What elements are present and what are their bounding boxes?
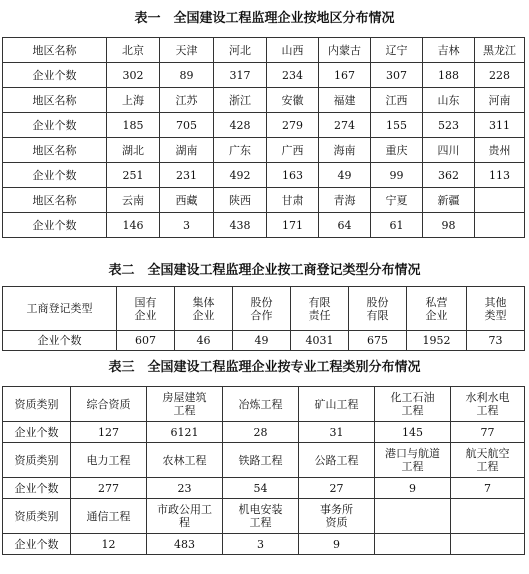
table-row bbox=[3, 478, 525, 499]
count-cell: 146 bbox=[107, 213, 160, 238]
registration-type-cell-line: 类型 bbox=[484, 308, 507, 322]
count-cell: 483 bbox=[147, 534, 223, 555]
qualification-category-cell-line: 港口与航道 bbox=[385, 447, 440, 460]
count-cell: 311 bbox=[475, 113, 525, 138]
qualification-category-cell-line: 市政公用工 bbox=[157, 503, 212, 516]
region-name-cell: 新疆 bbox=[423, 188, 475, 213]
region-name-cell: 辽宁 bbox=[371, 38, 423, 63]
count-cell: 3 bbox=[160, 213, 214, 238]
qualification-category-cell-line: 农林工程 bbox=[162, 453, 207, 467]
count-cell: 167 bbox=[319, 63, 371, 88]
row-header: 企业个数 bbox=[3, 63, 107, 88]
qualification-category-cell-line: 程 bbox=[179, 516, 190, 529]
region-name-cell: 福建 bbox=[319, 88, 371, 113]
count-cell: 362 bbox=[423, 163, 475, 188]
qualification-category-cell bbox=[147, 387, 223, 422]
count-cell: 64 bbox=[319, 213, 371, 238]
count-cell: 28 bbox=[223, 422, 299, 443]
count-cell: 607 bbox=[117, 331, 175, 351]
registration-type-cell-line: 合作 bbox=[250, 308, 273, 322]
qualification-category-cell bbox=[299, 387, 375, 422]
count-cell: 77 bbox=[451, 422, 525, 443]
row-header: 资质类别 bbox=[3, 499, 71, 534]
qualification-category-cell bbox=[299, 499, 375, 534]
region-distribution-table bbox=[2, 37, 525, 238]
row-header: 资质类别 bbox=[3, 387, 71, 422]
row-header: 地区名称 bbox=[3, 88, 107, 113]
registration-type-cell-line: 有限 bbox=[308, 295, 331, 309]
count-cell: 171 bbox=[267, 213, 319, 238]
registration-type-cell bbox=[291, 287, 349, 331]
registration-type-cell-line: 企业 bbox=[192, 308, 215, 322]
region-name-cell: 黑龙江 bbox=[475, 38, 525, 63]
region-name-cell: 内蒙古 bbox=[319, 38, 371, 63]
region-name-cell: 浙江 bbox=[214, 88, 267, 113]
count-cell: 302 bbox=[107, 63, 160, 88]
qualification-category-cell-line: 工程 bbox=[401, 404, 424, 417]
region-name-cell: 甘肃 bbox=[267, 188, 319, 213]
registration-type-cell bbox=[233, 287, 291, 331]
region-name-cell: 河南 bbox=[475, 88, 525, 113]
region-name-cell: 北京 bbox=[107, 38, 160, 63]
count-cell: 228 bbox=[475, 63, 525, 88]
qualification-category-cell-line: 事务所 bbox=[320, 503, 353, 516]
table-row bbox=[3, 534, 525, 555]
row-header: 企业个数 bbox=[3, 113, 107, 138]
registration-type-cell bbox=[349, 287, 407, 331]
region-name-cell: 云南 bbox=[107, 188, 160, 213]
count-cell: 49 bbox=[233, 331, 291, 351]
count-cell: 675 bbox=[349, 331, 407, 351]
qualification-category-cell-line: 电力工程 bbox=[86, 453, 131, 467]
count-cell: 49 bbox=[319, 163, 371, 188]
table-row bbox=[3, 163, 525, 188]
region-name-cell: 安徽 bbox=[267, 88, 319, 113]
count-cell: 9 bbox=[299, 534, 375, 555]
qualification-category-cell bbox=[451, 499, 525, 534]
table-row bbox=[3, 331, 525, 351]
region-name-cell: 吉林 bbox=[423, 38, 475, 63]
registration-type-table bbox=[2, 286, 525, 351]
qualification-category-cell bbox=[71, 443, 147, 478]
row-header: 企业个数 bbox=[3, 213, 107, 238]
qualification-category-cell bbox=[71, 499, 147, 534]
qualification-category-cell bbox=[299, 443, 375, 478]
row-header: 地区名称 bbox=[3, 38, 107, 63]
registration-type-cell bbox=[175, 287, 233, 331]
table-row bbox=[3, 188, 525, 213]
count-cell: 3 bbox=[223, 534, 299, 555]
count-cell: 6121 bbox=[147, 422, 223, 443]
qualification-category-cell bbox=[147, 443, 223, 478]
qualification-category-cell bbox=[375, 499, 451, 534]
qualification-category-cell bbox=[451, 387, 525, 422]
registration-type-cell-line: 责任 bbox=[308, 308, 331, 322]
table-row bbox=[3, 443, 525, 478]
table-row bbox=[3, 88, 525, 113]
count-cell: 438 bbox=[214, 213, 267, 238]
table-row bbox=[3, 138, 525, 163]
table2-title: 表二 全国建设工程监理企业按工商登记类型分布情况 bbox=[108, 263, 421, 278]
qualification-category-cell-line: 公路工程 bbox=[314, 453, 359, 467]
qualification-category-cell bbox=[223, 499, 299, 534]
registration-type-cell bbox=[467, 287, 525, 331]
count-cell: 428 bbox=[214, 113, 267, 138]
qualification-category-cell bbox=[223, 387, 299, 422]
registration-type-cell bbox=[407, 287, 467, 331]
count-cell: 317 bbox=[214, 63, 267, 88]
row-header: 企业个数 bbox=[3, 534, 71, 555]
qualification-category-cell bbox=[375, 443, 451, 478]
count-cell: 7 bbox=[451, 478, 525, 499]
count-cell: 99 bbox=[371, 163, 423, 188]
count-cell: 31 bbox=[299, 422, 375, 443]
region-name-cell: 湖南 bbox=[160, 138, 214, 163]
count-cell: 307 bbox=[371, 63, 423, 88]
qualification-category-cell-line: 机电安装 bbox=[238, 503, 283, 516]
row-header: 企业个数 bbox=[3, 478, 71, 499]
table-row bbox=[3, 422, 525, 443]
qualification-category-cell-line: 冶炼工程 bbox=[238, 397, 283, 411]
qualification-category-cell-line: 综合资质 bbox=[86, 397, 131, 411]
count-cell: 61 bbox=[371, 213, 423, 238]
qualification-category-cell-line: 工程 bbox=[249, 516, 272, 529]
count-cell: 185 bbox=[107, 113, 160, 138]
registration-type-cell-line: 其他 bbox=[484, 295, 507, 309]
count-cell: 127 bbox=[71, 422, 147, 443]
registration-type-cell-line: 股份 bbox=[250, 295, 273, 309]
qualification-category-cell-line: 房屋建筑 bbox=[162, 391, 207, 404]
count-cell: 145 bbox=[375, 422, 451, 443]
count-cell: 46 bbox=[175, 331, 233, 351]
region-name-cell: 河北 bbox=[214, 38, 267, 63]
qualification-category-cell bbox=[147, 499, 223, 534]
region-name-cell: 海南 bbox=[319, 138, 371, 163]
region-name-cell: 四川 bbox=[423, 138, 475, 163]
region-name-cell: 广东 bbox=[214, 138, 267, 163]
row-header: 企业个数 bbox=[3, 331, 117, 351]
count-cell: 89 bbox=[160, 63, 214, 88]
count-cell: 523 bbox=[423, 113, 475, 138]
qualification-category-cell-line: 工程 bbox=[476, 404, 499, 417]
count-cell: 155 bbox=[371, 113, 423, 138]
region-name-cell: 江西 bbox=[371, 88, 423, 113]
row-header: 工商登记类型 bbox=[3, 287, 117, 331]
count-cell: 492 bbox=[214, 163, 267, 188]
count-cell: 1952 bbox=[407, 331, 467, 351]
qualification-category-cell bbox=[223, 443, 299, 478]
count-cell: 705 bbox=[160, 113, 214, 138]
count-cell: 274 bbox=[319, 113, 371, 138]
region-name-cell: 江苏 bbox=[160, 88, 214, 113]
table-row bbox=[3, 499, 525, 534]
region-name-cell: 山东 bbox=[423, 88, 475, 113]
count-cell: 54 bbox=[223, 478, 299, 499]
registration-type-cell-line: 国有 bbox=[134, 295, 157, 309]
region-name-cell: 宁夏 bbox=[371, 188, 423, 213]
count-cell bbox=[475, 213, 525, 238]
qualification-category-cell bbox=[375, 387, 451, 422]
count-cell: 4031 bbox=[291, 331, 349, 351]
count-cell: 73 bbox=[467, 331, 525, 351]
qualification-category-table bbox=[2, 386, 525, 555]
region-name-cell: 青海 bbox=[319, 188, 371, 213]
count-cell: 234 bbox=[267, 63, 319, 88]
table-row bbox=[3, 113, 525, 138]
registration-type-cell-line: 集体 bbox=[192, 295, 215, 309]
qualification-category-cell-line: 航天航空 bbox=[465, 447, 510, 460]
qualification-category-cell-line: 矿山工程 bbox=[314, 397, 359, 411]
count-cell: 27 bbox=[299, 478, 375, 499]
count-cell: 12 bbox=[71, 534, 147, 555]
registration-type-cell-line: 企业 bbox=[425, 308, 448, 322]
count-cell: 251 bbox=[107, 163, 160, 188]
region-name-cell bbox=[475, 188, 525, 213]
row-header: 资质类别 bbox=[3, 443, 71, 478]
count-cell: 163 bbox=[267, 163, 319, 188]
count-cell: 23 bbox=[147, 478, 223, 499]
qualification-category-cell bbox=[451, 443, 525, 478]
row-header: 地区名称 bbox=[3, 138, 107, 163]
registration-type-cell bbox=[117, 287, 175, 331]
qualification-category-cell bbox=[71, 387, 147, 422]
region-name-cell: 陕西 bbox=[214, 188, 267, 213]
table-row bbox=[3, 38, 525, 63]
region-name-cell: 山西 bbox=[267, 38, 319, 63]
table-row bbox=[3, 213, 525, 238]
count-cell bbox=[375, 534, 451, 555]
registration-type-cell-line: 股份 bbox=[366, 295, 389, 309]
qualification-category-cell-line: 通信工程 bbox=[86, 509, 131, 523]
row-header: 地区名称 bbox=[3, 188, 107, 213]
region-name-cell: 西藏 bbox=[160, 188, 214, 213]
count-cell bbox=[451, 534, 525, 555]
qualification-category-cell-line: 化工石油 bbox=[390, 391, 435, 404]
count-cell: 231 bbox=[160, 163, 214, 188]
region-name-cell: 贵州 bbox=[475, 138, 525, 163]
region-name-cell: 重庆 bbox=[371, 138, 423, 163]
table1-title: 表一 全国建设工程监理企业按地区分布情况 bbox=[134, 11, 395, 26]
row-header: 企业个数 bbox=[3, 422, 71, 443]
table-row bbox=[3, 63, 525, 88]
registration-type-cell-line: 有限 bbox=[366, 308, 389, 322]
region-name-cell: 上海 bbox=[107, 88, 160, 113]
region-name-cell: 湖北 bbox=[107, 138, 160, 163]
count-cell: 277 bbox=[71, 478, 147, 499]
region-name-cell: 天津 bbox=[160, 38, 214, 63]
count-cell: 98 bbox=[423, 213, 475, 238]
table-row bbox=[3, 287, 525, 331]
count-cell: 113 bbox=[475, 163, 525, 188]
qualification-category-cell-line: 资质 bbox=[325, 516, 348, 529]
count-cell: 9 bbox=[375, 478, 451, 499]
table3-title: 表三 全国建设工程监理企业按专业工程类别分布情况 bbox=[108, 360, 421, 375]
registration-type-cell-line: 私营 bbox=[425, 295, 448, 309]
count-cell: 188 bbox=[423, 63, 475, 88]
qualification-category-cell-line: 工程 bbox=[476, 460, 499, 473]
region-name-cell: 广西 bbox=[267, 138, 319, 163]
qualification-category-cell-line: 工程 bbox=[173, 404, 196, 417]
row-header: 企业个数 bbox=[3, 163, 107, 188]
qualification-category-cell-line: 铁路工程 bbox=[238, 453, 283, 467]
count-cell: 279 bbox=[267, 113, 319, 138]
qualification-category-cell-line: 工程 bbox=[401, 460, 424, 473]
table-row bbox=[3, 387, 525, 422]
qualification-category-cell-line: 水利水电 bbox=[465, 391, 510, 404]
registration-type-cell-line: 企业 bbox=[134, 308, 157, 322]
